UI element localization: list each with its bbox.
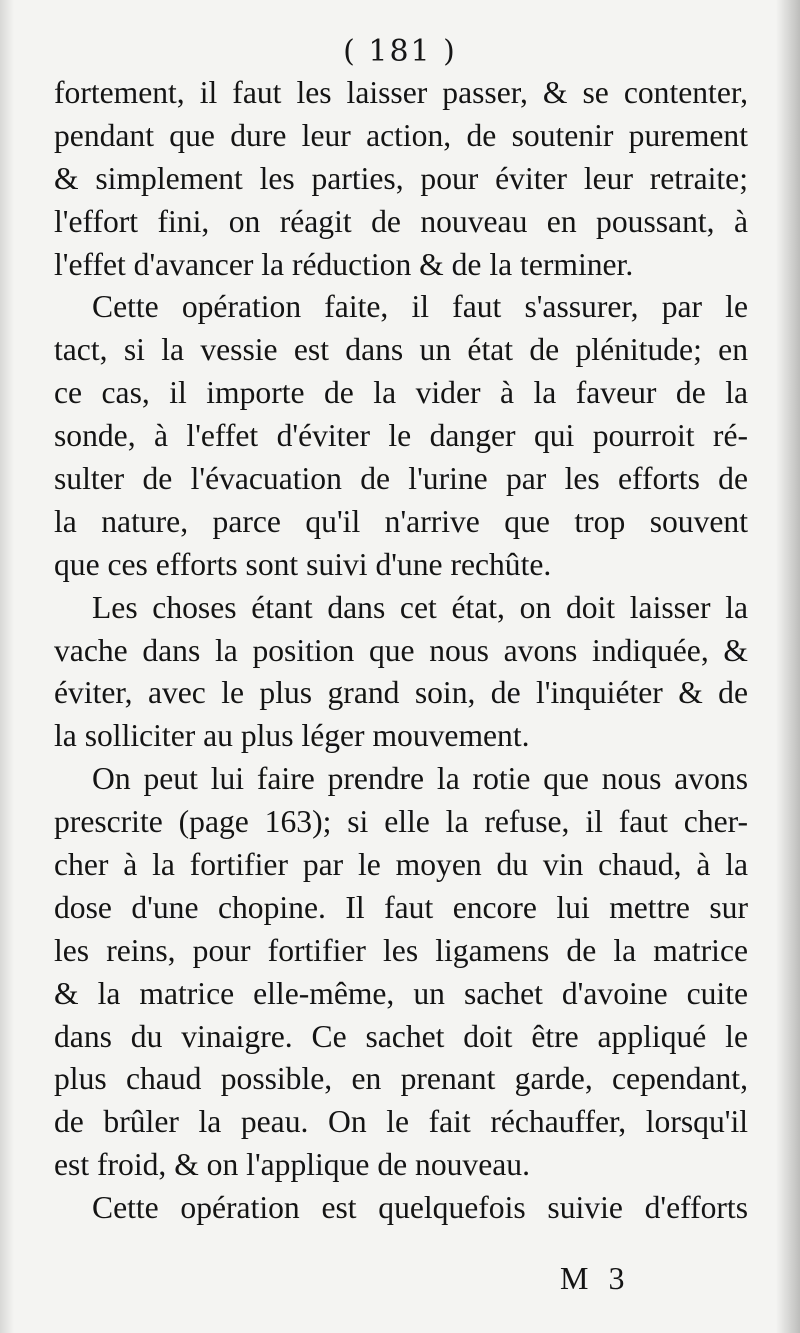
text-line: & simplement les parties, pour éviter leur retraite; bbox=[54, 160, 748, 196]
page-number: ( 181 ) bbox=[343, 34, 457, 69]
text-line: la solliciter au plus léger mouvement. bbox=[54, 718, 530, 754]
body-text bbox=[54, 72, 748, 1230]
text-line: fortement, il faut les laisser passer, & se contenter, bbox=[54, 75, 748, 110]
text-line: l'effet d'avancer la réduction & de la terminer. bbox=[54, 246, 634, 282]
paragraph-start-line: Les choses étant dans cet état, on doit laisser la bbox=[92, 589, 748, 625]
text-line: sulter de l'évacuation de l'urine par les efforts de bbox=[54, 461, 748, 497]
text-line: plus chaud possible, en prenant garde, cependant, bbox=[54, 1061, 748, 1097]
paragraph-start-line: Cette opération est quelquefois suivie d'efforts bbox=[92, 1190, 748, 1226]
text-line: éviter, avec le plus grand soin, de l'inquiéter & de bbox=[54, 675, 748, 711]
text-line: la nature, parce qu'il n'arrive que trop souvent bbox=[54, 503, 748, 539]
page-right-shadow bbox=[776, 0, 800, 1333]
paragraph-start-line: On peut lui faire prendre la rotie que nous avons bbox=[92, 761, 748, 797]
text-line: ce cas, il importe de la vider à la faveur de la bbox=[54, 375, 748, 411]
text-line: que ces efforts sont suivi d'une rechûte. bbox=[54, 546, 552, 582]
text-line: cher à la fortifier par le moyen du vin chaud, à la bbox=[54, 847, 748, 883]
text-line: sonde, à l'effet d'éviter le danger qui pourroit ré- bbox=[54, 418, 748, 454]
paragraph-start-line: Cette opération faite, il faut s'assurer, par le bbox=[92, 289, 748, 325]
text-line: dans du vinaigre. Ce sachet doit être appliqué le bbox=[54, 1018, 748, 1054]
text-line: prescrite (page 163); si elle la refuse, il faut cher- bbox=[54, 804, 748, 840]
text-line: & la matrice elle-même, un sachet d'avoine cuite bbox=[54, 975, 748, 1011]
text-line: de brûler la peau. On le fait réchauffer, lorsqu'il bbox=[54, 1104, 748, 1140]
printer-signature-mark: M 3 bbox=[560, 1260, 631, 1296]
text-line: l'effort fini, on réagit de nouveau en poussant, à bbox=[54, 203, 748, 239]
text-line: pendant que dure leur action, de soutenir purement bbox=[54, 117, 748, 153]
text-line: dose d'une chopine. Il faut encore lui mettre sur bbox=[54, 889, 748, 925]
text-line: vache dans la position que nous avons indiquée, & bbox=[54, 632, 748, 668]
text-line: les reins, pour fortifier les ligamens de la matrice bbox=[54, 932, 748, 968]
text-line: est froid, & on l'applique de nouveau. bbox=[54, 1147, 530, 1183]
text-line: tact, si la vessie est dans un état de plénitude; en bbox=[54, 332, 748, 368]
page-left-shadow bbox=[0, 0, 14, 1333]
